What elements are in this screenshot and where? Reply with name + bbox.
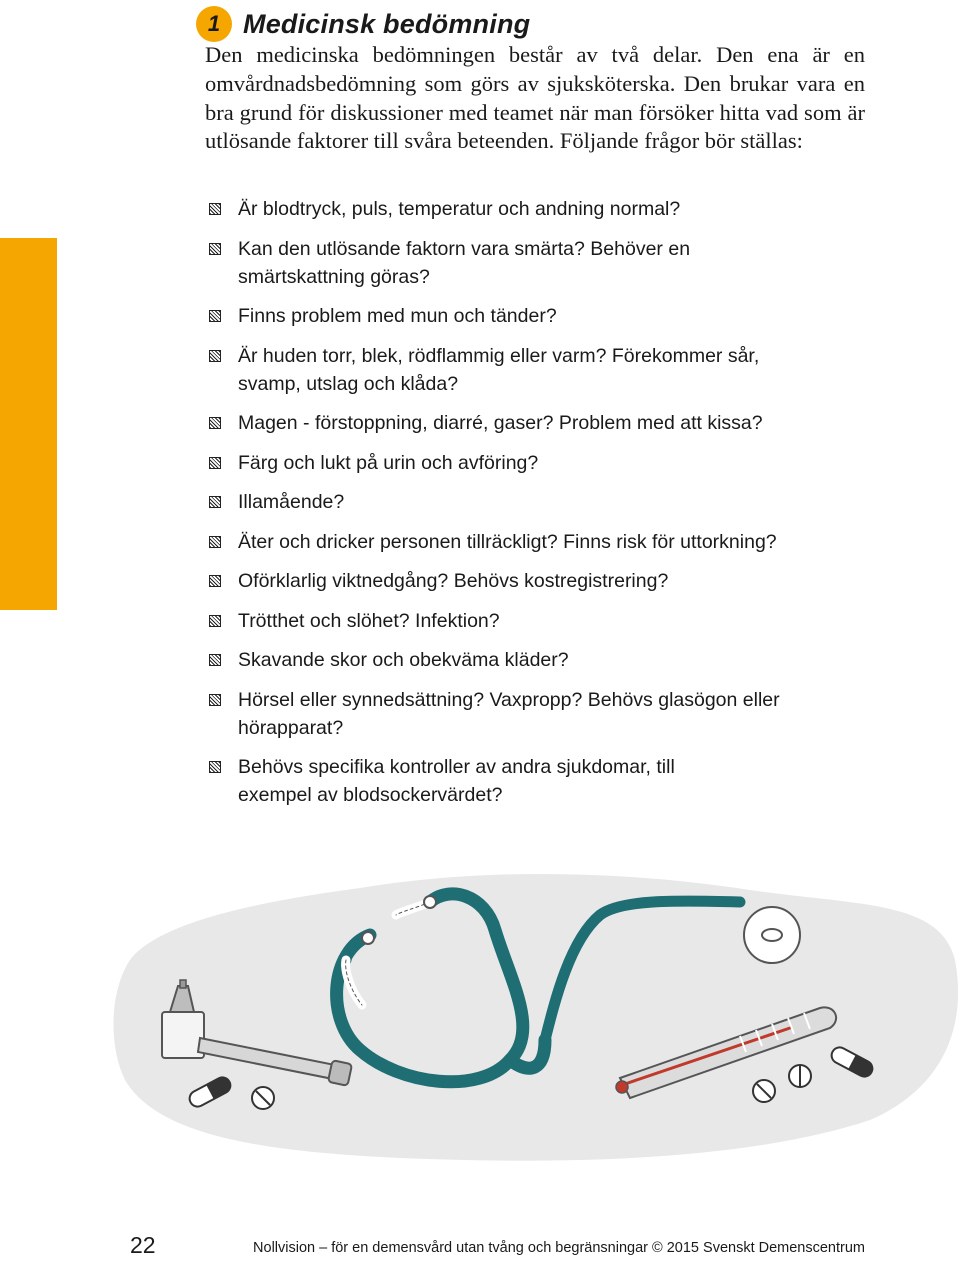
question-text: Hörsel eller synnedsättning? Vaxpropp? Behövs glasögon eller hörapparat? [238,688,780,739]
question-text: Finns problem med mun och tänder? [238,305,557,327]
question-item [209,195,829,223]
hatched-square-icon [209,654,221,666]
hatched-square-icon [209,350,221,362]
hatched-square-icon [209,457,221,469]
question-text: Äter och dricker personen tillräckligt? Finns risk för uttorkning? [238,530,777,553]
chapter-tab [0,238,57,610]
question-item [209,607,829,635]
question-text: Är huden torr, blek, rödflammig eller varm? Förekommer sår, svamp, utslag och klåda? [238,344,760,395]
question-text: Behövs specifika kontroller av andra sjukdomar, till exempel av blodsockervärdet? [238,756,675,806]
question-item [209,235,708,291]
question-text: Färg och lukt på urin och avföring? [238,451,539,474]
hatched-square-icon [209,243,221,255]
question-item [209,409,829,437]
pill-icon [789,1065,811,1087]
question-item [209,302,829,330]
hatched-square-icon [209,496,221,508]
hatched-square-icon [209,536,221,548]
question-list [209,195,829,821]
question-text: Trötthet och slöhet? Infektion? [238,609,500,632]
question-item [209,342,808,398]
question-item [209,488,829,516]
question-text: Kan den utlösande faktorn vara smärta? Behöver en smärtskattning göras? [238,237,691,288]
question-text: Illamående? [238,491,345,513]
section-heading [196,6,530,42]
page-number: 22 [130,1232,156,1258]
hatched-square-icon [209,615,221,627]
question-text: Är blodtryck, puls, temperatur och andning normal? [238,198,681,220]
question-item [209,686,813,742]
question-item [209,646,829,674]
intro-paragraph: Den medicinska bedömningen består av två delar. Den ena är en omvårdnadsbedömning som görs av sjuksköterska. Den brukar vara en bra grund för diskussioner med teamet när man försöker hitta vad som är utlösande faktorer till svåra beteenden. Följande frågor bör ställas: [205,42,865,154]
hatched-square-icon [209,761,221,773]
question-item [209,753,713,809]
medical-tools-illustration [100,840,960,1170]
section-title: Medicinsk bedömning [243,8,531,39]
section-number-badge: 1 [196,6,232,42]
hatched-square-icon [209,203,221,215]
hatched-square-icon [209,417,221,429]
pill-icon [753,1080,775,1102]
hatched-square-icon [209,694,221,706]
question-text: Skavande skor och obekväma kläder? [238,649,569,671]
pill-icon [252,1087,274,1109]
hatched-square-icon [209,310,221,322]
question-text: Oförklarlig viktnedgång? Behövs kostregistrering? [238,570,669,592]
question-item [209,567,829,595]
question-item [209,528,829,556]
hatched-square-icon [209,575,221,587]
footer-credit: Nollvision – för en demensvård utan tvång och begränsningar © 2015 Svenskt Demenscentrum [253,1240,865,1256]
question-text: Magen - förstoppning, diarré, gaser? Problem med att kissa? [238,412,763,434]
question-item [209,449,829,477]
